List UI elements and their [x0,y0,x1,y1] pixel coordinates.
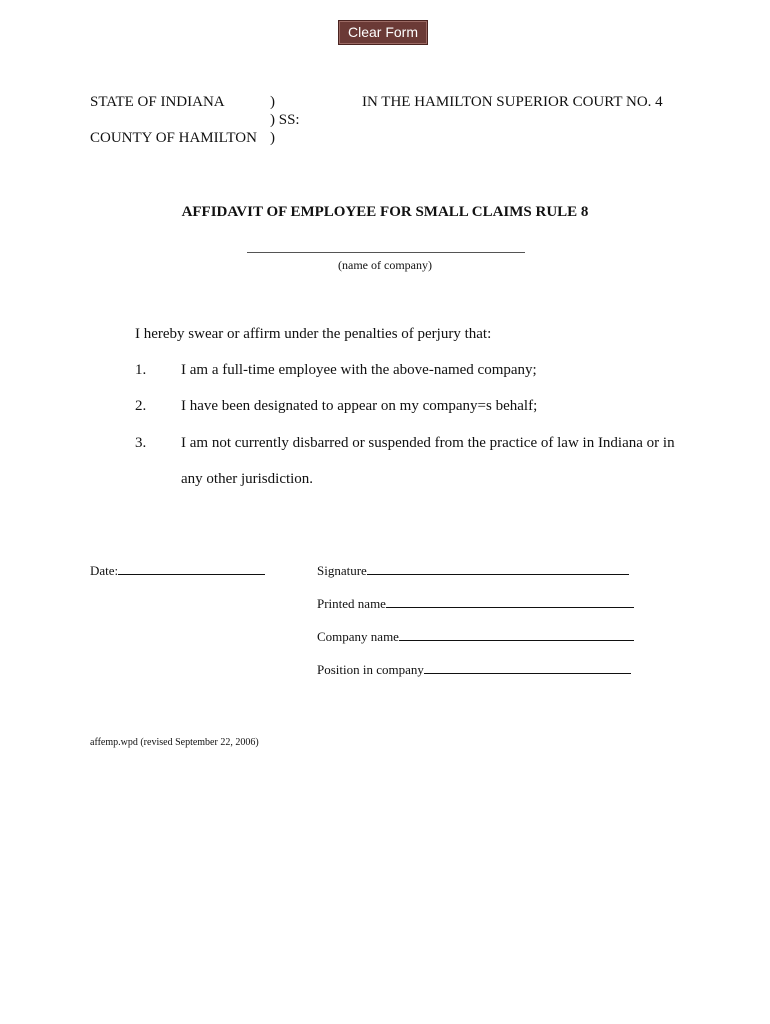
signature-field [317,560,629,579]
clear-form-button[interactable]: Clear Form [338,20,428,45]
company-name-field [317,626,634,645]
date-field [90,560,265,579]
caption-court: IN THE HAMILTON SUPERIOR COURT NO. 4 [362,94,663,110]
date-input-line[interactable] [118,560,265,575]
printed-name-field [317,593,634,612]
document-title: AFFIDAVIT OF EMPLOYEE FOR SMALL CLAIMS RULE 8 [181,204,589,220]
printed-name-label: Printed name [317,596,386,611]
affirmation-intro: I hereby swear or affirm under the penalties of perjury that: [135,326,492,342]
date-label: Date: [90,563,119,578]
revision-footer: affemp.wpd (revised September 22, 2006) [90,737,259,748]
signature-label: Signature [317,563,367,578]
caption-paren: ) [270,94,275,110]
caption-ss: ) SS: [270,112,300,128]
position-label: Position in company [317,662,424,677]
item-text-continued: any other jurisdiction. [181,471,314,487]
item-number: 3. [135,435,147,451]
position-field [317,659,631,678]
item-text: I am a full-time employee with the above-named company; [181,362,537,378]
company-name-line[interactable] [247,252,525,253]
printed-name-input-line[interactable] [386,593,634,608]
signature-input-line[interactable] [367,560,629,575]
company-name-input-line[interactable] [399,626,634,641]
position-input-line[interactable] [424,659,631,674]
caption-state: STATE OF INDIANA [90,94,225,110]
caption-paren: ) [270,130,275,146]
item-number: 1. [135,362,147,378]
company-name-field-label: Company name [317,629,399,644]
company-name-label: (name of company) [338,258,432,272]
item-number: 2. [135,398,147,414]
caption-county: COUNTY OF HAMILTON [90,130,257,146]
item-text: I have been designated to appear on my company=s behalf; [181,398,538,414]
item-text: I am not currently disbarred or suspended from the practice of law in Indiana or in [181,435,675,451]
